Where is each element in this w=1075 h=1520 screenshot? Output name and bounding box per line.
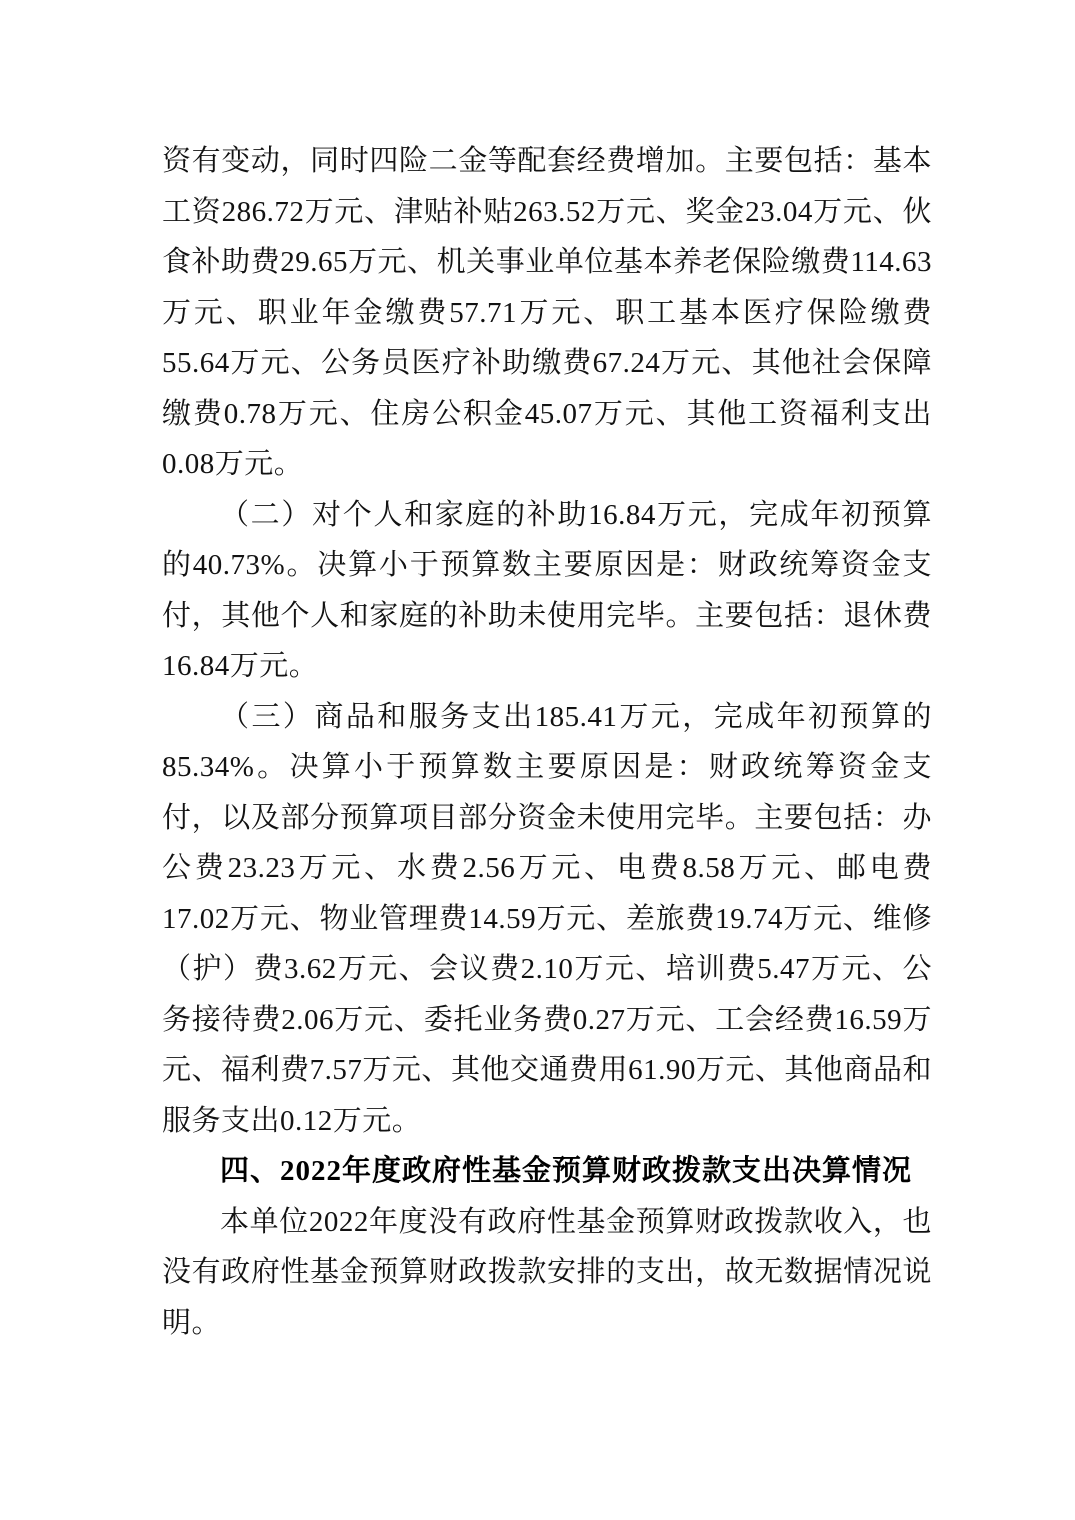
paragraph-wages-continuation: 资有变动，同时四险二金等配套经费增加。主要包括：基本工资286.72万元、津贴补贴263.52万元、奖金23.04万元、伙食补助费29.65万元、机关事业单位基本养老保险缴费114.63万元、职业年金缴费57.71万元、职工基本医疗保险缴费55.64万元、公务员医疗补助缴费67.24万元、其他社会保障缴费0.78万元、住房公积金45.07万元、其他工资福利支出0.08万元。: [162, 145, 932, 480]
section-heading-government-fund-budget: 四、2022年度政府性基金预算财政拨款支出决算情况: [220, 1155, 913, 1187]
document-text-block: [162, 136, 932, 1348]
paragraph-no-fund-statement: 本单位2022年度没有政府性基金预算财政拨款收入，也没有政府性基金预算财政拨款安排的支出，故无数据情况说明。: [162, 1205, 932, 1339]
paragraph-goods-and-services: （三）商品和服务支出185.41万元，完成年初预算的85.34%。决算小于预算数主要原因是：财政统筹资金支付，以及部分预算项目部分资金未使用完毕。主要包括：办公费23.23万元、水费2.56万元、电费8.58万元、邮电费17.02万元、物业管理费14.59万元、差旅费19.74万元、维修（护）费3.62万元、会议费2.10万元、培训费5.47万元、公务接待费2.06万元、委托业务费0.27万元、工会经费16.59万元、福利费7.57万元、其他交通费用61.90万元、其他商品和服务支出0.12万元。: [162, 700, 932, 1137]
paragraph-individual-family-subsidy: （二）对个人和家庭的补助16.84万元，完成年初预算的40.73%。决算小于预算数主要原因是：财政统筹资金支付，其他个人和家庭的补助未使用完毕。主要包括：退休费16.84万元。: [162, 498, 932, 682]
